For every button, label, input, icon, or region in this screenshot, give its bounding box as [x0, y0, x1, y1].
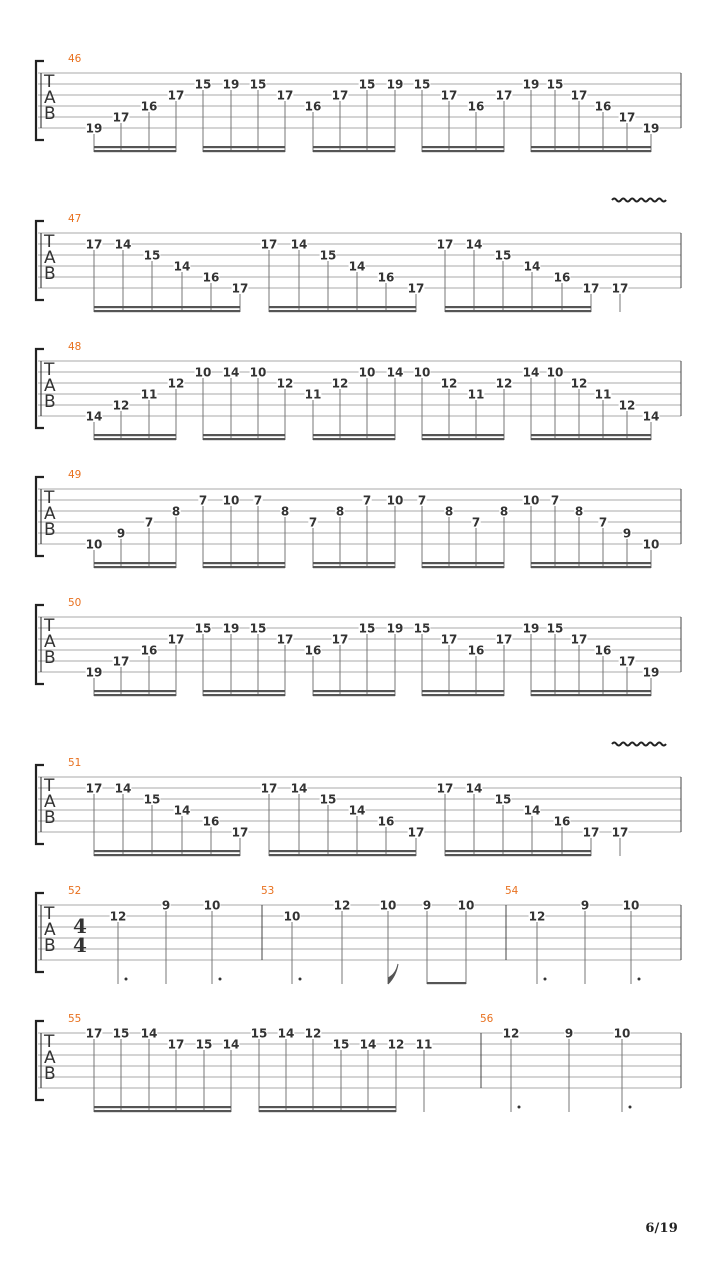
eighth-flag — [388, 964, 398, 984]
beam-secondary — [531, 690, 651, 692]
fret-number: 16 — [202, 814, 220, 829]
fret-number: 11 — [304, 387, 322, 402]
measure-number-51: 51 — [68, 757, 82, 769]
time-signature-bottom: 4 — [73, 933, 87, 957]
fret-number: 15 — [194, 77, 212, 92]
beam-primary — [531, 438, 651, 440]
fret-number: 14 — [348, 803, 366, 818]
fret-number: 16 — [594, 99, 612, 114]
fret-number: 7 — [308, 515, 318, 530]
fret-number: 16 — [140, 99, 158, 114]
tab-letter-t: T — [44, 776, 55, 796]
fret-number: 15 — [413, 621, 431, 636]
beam-primary — [422, 150, 504, 152]
fret-number: 17 — [618, 110, 636, 125]
fret-number: 17 — [231, 825, 249, 840]
fret-number: 14 — [173, 259, 191, 274]
beam-secondary — [422, 562, 504, 564]
fret-number: 10 — [522, 493, 540, 508]
measure-number-52: 52 — [68, 885, 82, 897]
beam-secondary — [313, 434, 395, 436]
fret-number: 17 — [167, 632, 185, 647]
fret-number: 19 — [222, 621, 240, 636]
fret-number: 17 — [85, 1026, 103, 1041]
beam-primary — [203, 694, 285, 696]
fret-number: 7 — [253, 493, 263, 508]
fret-number: 17 — [231, 281, 249, 296]
fret-number: 14 — [173, 803, 191, 818]
rhythm-dot — [299, 978, 302, 981]
fret-number: 19 — [522, 621, 540, 636]
tab-letter-a: A — [44, 248, 56, 268]
tab-letter-b: B — [44, 264, 56, 284]
fret-number: 16 — [304, 643, 322, 658]
beam-primary — [269, 854, 416, 856]
beam-secondary — [269, 306, 416, 308]
vibrato-mark — [612, 743, 666, 746]
tab-letter-a: A — [44, 376, 56, 396]
time-signature-top: 4 — [73, 914, 87, 938]
fret-number: 14 — [523, 803, 541, 818]
tab-system-7 — [36, 885, 681, 984]
fret-number: 17 — [440, 88, 458, 103]
beam-primary — [313, 566, 395, 568]
fret-number: 16 — [467, 99, 485, 114]
fret-number: 12 — [440, 376, 458, 391]
beam-primary — [94, 310, 240, 312]
fret-number: 16 — [594, 643, 612, 658]
fret-number: 12 — [495, 376, 513, 391]
fret-number: 14 — [386, 365, 404, 380]
fret-number: 8 — [574, 504, 584, 519]
fret-number: 12 — [109, 909, 127, 924]
fret-number: 10 — [457, 898, 475, 913]
tab-system-2 — [36, 199, 681, 313]
fret-number: 14 — [222, 365, 240, 380]
measure-number-55: 55 — [68, 1013, 82, 1025]
fret-number: 12 — [112, 398, 130, 413]
fret-number: 14 — [114, 781, 132, 796]
fret-number: 10 — [249, 365, 267, 380]
beam-primary — [203, 150, 285, 152]
beam-primary — [531, 694, 651, 696]
fret-number: 9 — [116, 526, 126, 541]
fret-number: 17 — [495, 88, 513, 103]
fret-number: 19 — [222, 77, 240, 92]
fret-number: 12 — [333, 898, 351, 913]
fret-number: 10 — [546, 365, 564, 380]
tab-letter-a: A — [44, 632, 56, 652]
tab-letter-b: B — [44, 392, 56, 412]
beam-secondary — [269, 850, 416, 852]
rhythm-dot — [518, 1106, 521, 1109]
fret-number: 9 — [580, 898, 590, 913]
rhythm-dot — [638, 978, 641, 981]
fret-number: 17 — [167, 88, 185, 103]
measure-number-54: 54 — [505, 885, 519, 897]
fret-number: 19 — [85, 665, 103, 680]
fret-number: 17 — [570, 88, 588, 103]
tab-letter-b: B — [44, 808, 56, 828]
fret-number: 15 — [358, 77, 376, 92]
fret-number: 10 — [222, 493, 240, 508]
measure-number-50: 50 — [68, 597, 82, 609]
fret-number: 15 — [250, 1026, 268, 1041]
beam-primary — [94, 854, 240, 856]
beam-primary — [269, 310, 416, 312]
fret-number: 14 — [85, 409, 103, 424]
rhythm-dot — [629, 1106, 632, 1109]
fret-number: 15 — [112, 1026, 130, 1041]
fret-number: 17 — [611, 281, 629, 296]
beam-secondary — [422, 146, 504, 148]
fret-number: 15 — [332, 1037, 350, 1052]
fret-number: 17 — [407, 281, 425, 296]
fret-number: 14 — [140, 1026, 158, 1041]
fret-number: 14 — [348, 259, 366, 274]
beam-secondary — [422, 690, 504, 692]
fret-number: 17 — [85, 781, 103, 796]
fret-number: 11 — [415, 1037, 433, 1052]
fret-number: 17 — [331, 88, 349, 103]
fret-number: 15 — [546, 621, 564, 636]
tab-letter-a: A — [44, 88, 56, 108]
tab-system-1 — [36, 53, 681, 152]
fret-number: 14 — [642, 409, 660, 424]
fret-number: 16 — [377, 814, 395, 829]
fret-number: 8 — [444, 504, 454, 519]
beam-secondary — [94, 850, 240, 852]
tab-letter-t: T — [44, 488, 55, 508]
tab-letter-a: A — [44, 1048, 56, 1068]
beam-secondary — [94, 562, 176, 564]
fret-number: 16 — [304, 99, 322, 114]
beam-primary — [422, 438, 504, 440]
tab-system-6 — [36, 743, 681, 857]
fret-number: 15 — [358, 621, 376, 636]
fret-number: 10 — [642, 537, 660, 552]
fret-number: 10 — [413, 365, 431, 380]
tab-letter-t: T — [44, 904, 55, 924]
tab-letter-b: B — [44, 104, 56, 124]
fret-number: 15 — [319, 248, 337, 263]
tab-letter-b: B — [44, 520, 56, 540]
fret-number: 12 — [331, 376, 349, 391]
fret-number: 17 — [260, 781, 278, 796]
beam-primary — [445, 854, 591, 856]
fret-number: 11 — [140, 387, 158, 402]
fret-number: 8 — [335, 504, 345, 519]
tab-letter-t: T — [44, 232, 55, 252]
beam-primary — [94, 1110, 231, 1112]
fret-number: 9 — [422, 898, 432, 913]
fret-number: 14 — [277, 1026, 295, 1041]
fret-number: 17 — [570, 632, 588, 647]
fret-number: 17 — [436, 237, 454, 252]
tab-letter-b: B — [44, 1064, 56, 1084]
beam-secondary — [531, 146, 651, 148]
beam-secondary — [94, 690, 176, 692]
fret-number: 19 — [642, 665, 660, 680]
measure-number-47: 47 — [68, 213, 82, 225]
beam-primary — [445, 310, 591, 312]
fret-number: 14 — [290, 237, 308, 252]
fret-number: 19 — [386, 77, 404, 92]
fret-number: 12 — [570, 376, 588, 391]
fret-number: 16 — [140, 643, 158, 658]
beam-primary — [94, 150, 176, 152]
beam-secondary — [531, 434, 651, 436]
fret-number: 11 — [467, 387, 485, 402]
vibrato-mark — [612, 199, 666, 202]
beam-primary — [313, 150, 395, 152]
fret-number: 7 — [598, 515, 608, 530]
beam-secondary — [94, 146, 176, 148]
rhythm-dot — [219, 978, 222, 981]
page-number: 6/19 — [645, 1221, 678, 1236]
fret-number: 17 — [436, 781, 454, 796]
beam-primary — [94, 438, 176, 440]
fret-number: 15 — [143, 248, 161, 263]
fret-number: 19 — [386, 621, 404, 636]
beam-secondary — [203, 146, 285, 148]
fret-number: 19 — [642, 121, 660, 136]
fret-number: 14 — [359, 1037, 377, 1052]
fret-number: 10 — [194, 365, 212, 380]
fret-number: 9 — [622, 526, 632, 541]
fret-number: 17 — [112, 110, 130, 125]
fret-number: 8 — [171, 504, 181, 519]
fret-number: 17 — [276, 88, 294, 103]
fret-number: 16 — [553, 814, 571, 829]
fret-number: 17 — [167, 1037, 185, 1052]
fret-number: 12 — [167, 376, 185, 391]
beam-primary — [259, 1110, 396, 1112]
tab-letter-t: T — [44, 72, 55, 92]
fret-number: 12 — [528, 909, 546, 924]
fret-number: 11 — [594, 387, 612, 402]
fret-number: 16 — [553, 270, 571, 285]
fret-number: 17 — [331, 632, 349, 647]
fret-number: 15 — [546, 77, 564, 92]
fret-number: 15 — [249, 77, 267, 92]
fret-number: 7 — [362, 493, 372, 508]
fret-number: 10 — [622, 898, 640, 913]
fret-number: 17 — [582, 825, 600, 840]
fret-number: 17 — [440, 632, 458, 647]
fret-number: 9 — [564, 1026, 574, 1041]
rhythm-dot — [544, 978, 547, 981]
fret-number: 9 — [161, 898, 171, 913]
fret-number: 8 — [499, 504, 509, 519]
fret-number: 15 — [413, 77, 431, 92]
tab-system-5 — [36, 597, 681, 696]
fret-number: 12 — [387, 1037, 405, 1052]
fret-number: 14 — [222, 1037, 240, 1052]
fret-number: 15 — [194, 621, 212, 636]
fret-number: 10 — [283, 909, 301, 924]
beam-secondary — [259, 1106, 396, 1108]
fret-number: 12 — [276, 376, 294, 391]
fret-number: 17 — [85, 237, 103, 252]
fret-number: 19 — [85, 121, 103, 136]
fret-number: 7 — [144, 515, 154, 530]
beam-secondary — [203, 562, 285, 564]
beam-secondary — [203, 434, 285, 436]
measure-number-46: 46 — [68, 53, 82, 65]
beam-secondary — [313, 562, 395, 564]
beam-secondary — [313, 690, 395, 692]
fret-number: 16 — [467, 643, 485, 658]
fret-number: 7 — [550, 493, 560, 508]
fret-number: 15 — [494, 792, 512, 807]
beam-secondary — [445, 306, 591, 308]
beam-secondary — [531, 562, 651, 564]
tab-letter-b: B — [44, 936, 56, 956]
beam-primary — [94, 566, 176, 568]
fret-number: 17 — [582, 281, 600, 296]
fret-number: 12 — [304, 1026, 322, 1041]
fret-number: 17 — [260, 237, 278, 252]
fret-number: 14 — [523, 259, 541, 274]
measure-number-56: 56 — [480, 1013, 494, 1025]
beam-secondary — [445, 850, 591, 852]
fret-number: 10 — [358, 365, 376, 380]
fret-number: 14 — [114, 237, 132, 252]
fret-number: 12 — [502, 1026, 520, 1041]
fret-number: 17 — [611, 825, 629, 840]
tab-system-3 — [36, 341, 681, 440]
fret-number: 15 — [195, 1037, 213, 1052]
beam-primary — [531, 566, 651, 568]
tab-letter-t: T — [44, 360, 55, 380]
beam-primary — [203, 438, 285, 440]
fret-number: 15 — [143, 792, 161, 807]
fret-number: 17 — [407, 825, 425, 840]
fret-number: 8 — [280, 504, 290, 519]
beam-primary — [94, 694, 176, 696]
tab-letter-a: A — [44, 504, 56, 524]
fret-number: 7 — [417, 493, 427, 508]
beam-primary — [313, 694, 395, 696]
beam-secondary — [94, 1106, 231, 1108]
fret-number: 10 — [613, 1026, 631, 1041]
fret-number: 14 — [465, 237, 483, 252]
tab-letter-t: T — [44, 1032, 55, 1052]
beam-primary — [203, 566, 285, 568]
fret-number: 10 — [379, 898, 397, 913]
rhythm-dot — [125, 978, 128, 981]
beam-secondary — [94, 434, 176, 436]
fret-number: 14 — [290, 781, 308, 796]
fret-number: 16 — [202, 270, 220, 285]
tab-letter-b: B — [44, 648, 56, 668]
beam-primary — [422, 694, 504, 696]
fret-number: 17 — [495, 632, 513, 647]
fret-number: 16 — [377, 270, 395, 285]
beam-primary — [422, 566, 504, 568]
fret-number: 14 — [522, 365, 540, 380]
beam-primary — [313, 438, 395, 440]
tab-letter-a: A — [44, 920, 56, 940]
fret-number: 17 — [618, 654, 636, 669]
tab-system-4 — [36, 469, 681, 568]
beam-primary — [531, 150, 651, 152]
fret-number: 7 — [471, 515, 481, 530]
measure-number-48: 48 — [68, 341, 82, 353]
beam-primary — [427, 982, 466, 984]
measure-number-49: 49 — [68, 469, 82, 481]
beam-secondary — [422, 434, 504, 436]
beam-secondary — [203, 690, 285, 692]
fret-number: 7 — [198, 493, 208, 508]
fret-number: 14 — [465, 781, 483, 796]
fret-number: 15 — [494, 248, 512, 263]
fret-number: 10 — [386, 493, 404, 508]
fret-number: 12 — [618, 398, 636, 413]
beam-secondary — [94, 306, 240, 308]
fret-number: 17 — [112, 654, 130, 669]
fret-number: 17 — [276, 632, 294, 647]
fret-number: 10 — [203, 898, 221, 913]
fret-number: 10 — [85, 537, 103, 552]
tab-letter-t: T — [44, 616, 55, 636]
fret-number: 19 — [522, 77, 540, 92]
tab-system-8 — [36, 1013, 681, 1112]
measure-number-53: 53 — [261, 885, 275, 897]
fret-number: 15 — [249, 621, 267, 636]
tab-letter-a: A — [44, 792, 56, 812]
beam-secondary — [313, 146, 395, 148]
fret-number: 15 — [319, 792, 337, 807]
